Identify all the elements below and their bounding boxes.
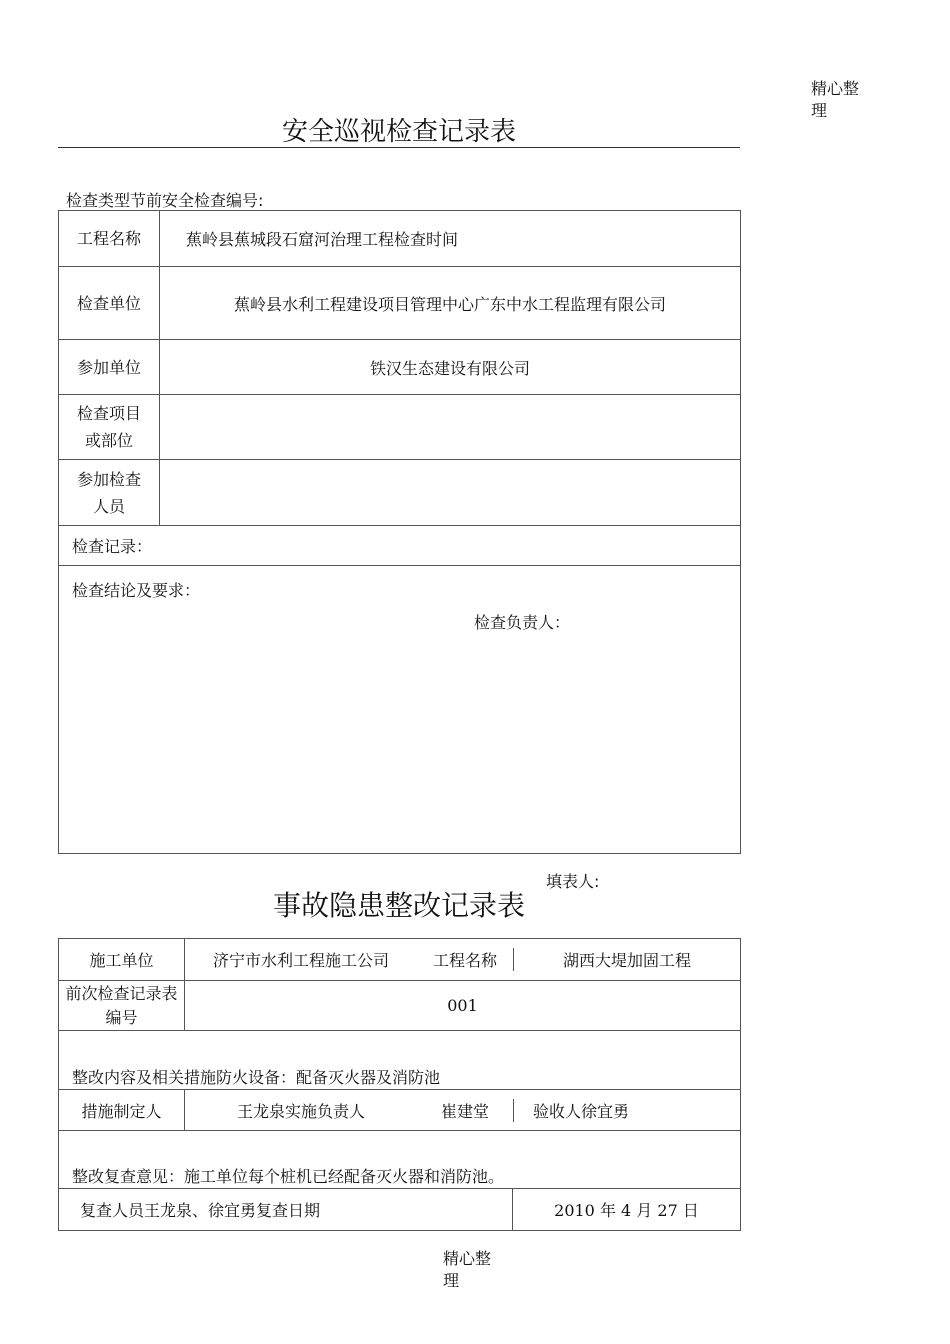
rectification-form-title: 事故隐患整改记录表 bbox=[272, 889, 525, 922]
conclusion-label: 检查结论及要求： bbox=[72, 581, 201, 600]
participants-value bbox=[160, 460, 741, 526]
measure-maker-label: 措施制定人 bbox=[59, 1090, 185, 1131]
review-opinion: 整改复查意见：施工单位每个桩机已经配备灭火器和消防池。 bbox=[59, 1131, 741, 1189]
title-underline bbox=[58, 147, 740, 148]
project-name-label-2: 工程名称 bbox=[432, 951, 497, 970]
inspect-item-label: 检查项目或部位 bbox=[59, 395, 160, 460]
contractor-label: 施工单位 bbox=[59, 939, 185, 981]
inspect-unit-value: 蕉岭县水利工程建设项目管理中心广东中水工程监理有限公司 bbox=[160, 267, 741, 340]
responsible-person-label: 检查负责人： bbox=[474, 613, 571, 632]
project-name-value: 蕉岭县蕉城段石窟河治理工程检查时间 bbox=[160, 211, 741, 267]
acceptor: 验收人徐宜勇 bbox=[513, 1099, 740, 1122]
reviewers: 复查人员王龙泉、徐宜勇复查日期 bbox=[59, 1189, 513, 1231]
inspect-unit-label: 检查单位 bbox=[59, 267, 160, 340]
executor-name: 崔建堂 bbox=[440, 1101, 489, 1121]
inspect-item-value bbox=[160, 395, 741, 460]
inspection-record-label: 检查记录： bbox=[59, 526, 741, 566]
participants-label: 参加检查人员 bbox=[59, 460, 160, 526]
inspection-type-line: 检查类型节前安全检查编号: bbox=[66, 191, 264, 210]
inspection-table bbox=[58, 210, 741, 854]
project-name-value-2: 湖西大堤加固工程 bbox=[513, 948, 740, 971]
prev-record-value: 001 bbox=[185, 981, 741, 1031]
participating-unit-value: 铁汉生态建设有限公司 bbox=[160, 340, 741, 395]
form-filler-label: 填表人: bbox=[546, 872, 600, 891]
rectification-table bbox=[58, 938, 741, 1231]
contractor-value: 济宁市水利工程施工公司 bbox=[212, 951, 389, 970]
participating-unit-label: 参加单位 bbox=[59, 340, 160, 395]
corner-watermark: 精心整理 bbox=[811, 79, 860, 120]
project-name-label: 工程名称 bbox=[59, 211, 160, 267]
rectification-content: 整改内容及相关措施防火设备：配备灭火器及消防池 bbox=[59, 1031, 741, 1090]
conclusion-cell bbox=[59, 566, 741, 854]
review-date: 2010 年 4 月 27 日 bbox=[513, 1189, 741, 1231]
measure-maker-and-executor: 王龙泉实施负责人 bbox=[236, 1101, 365, 1121]
footer-watermark: 精心整理 bbox=[443, 1249, 492, 1290]
prev-record-label: 前次检查记录表编号 bbox=[59, 981, 185, 1031]
inspection-form-title: 安全巡视检查记录表 bbox=[281, 117, 516, 147]
